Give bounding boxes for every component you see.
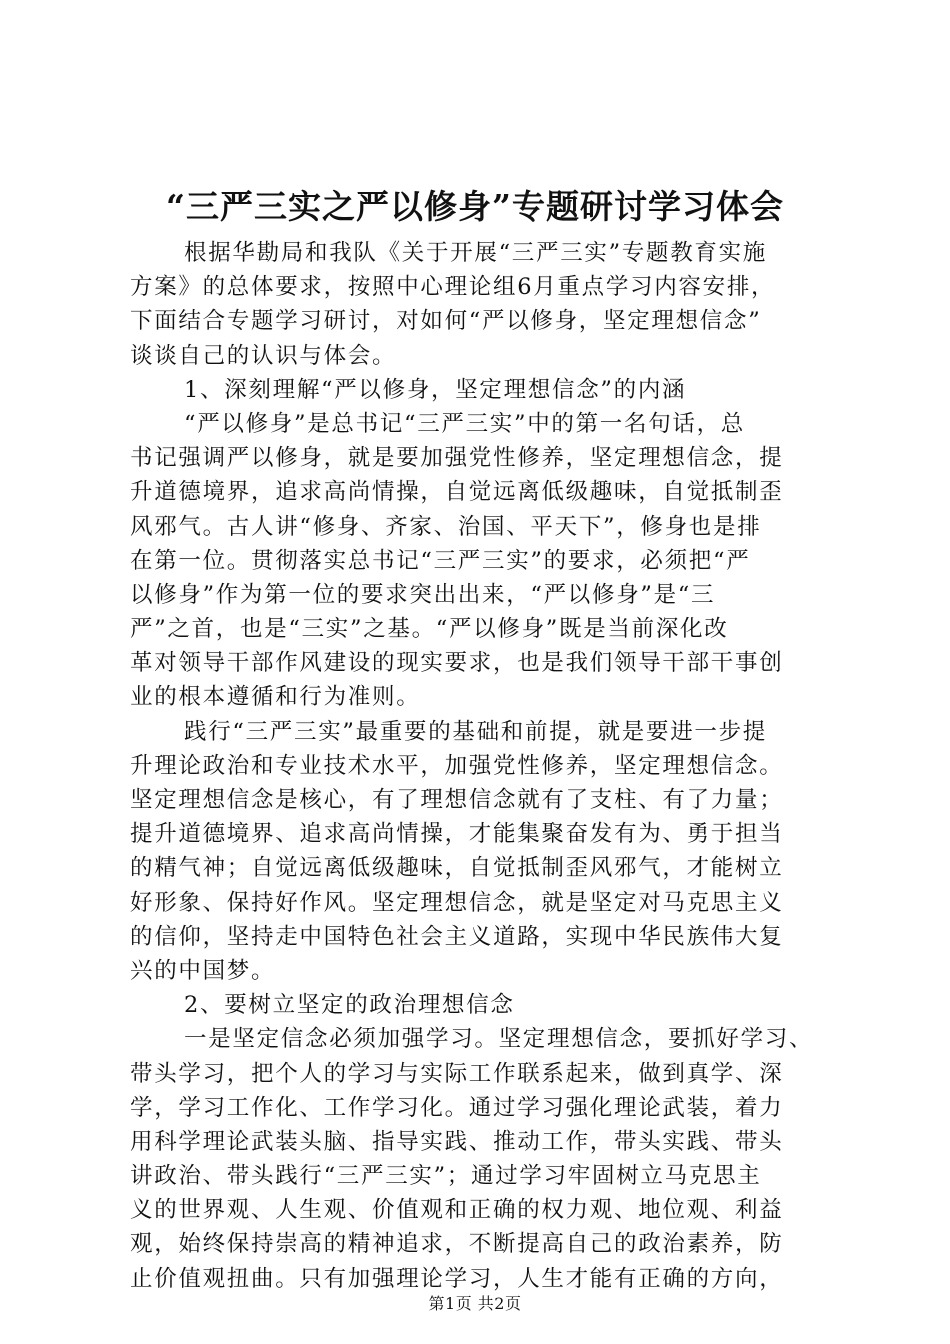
- paragraph-line: 根据华勘局和我队《关于开展“三严三实”专题教育实施: [184, 240, 768, 266]
- paragraph-line: 业的根本遵循和行为准则。: [130, 684, 421, 711]
- paragraph-line: 下面结合专题学习研讨，对如何“严以修身，坚定理想信念”: [130, 308, 762, 335]
- paragraph-line: 好形象、保持好作风。坚定理想信念，就是坚定对马克思主义: [130, 889, 784, 916]
- document-body: [130, 236, 830, 1296]
- paragraph-line: 的精气神；自觉远离低级趣味，自觉抵制歪风邪气，才能树立: [130, 855, 784, 882]
- paragraph-line: 以修身”作为第一位的要求突出出来，“严以修身”是“三: [130, 581, 716, 608]
- paragraph-line: 书记强调严以修身，就是要加强党性修养，坚定理想信念，提: [130, 445, 784, 472]
- document-title: “三严三实之严以修身”专题研讨学习体会: [166, 187, 784, 226]
- paragraph-line: 观，始终保持崇高的精神追求，不断提高自己的政治素养，防: [130, 1231, 784, 1258]
- paragraph-line: 学，学习工作化、工作学习化。通过学习强化理论武装，着力: [130, 1094, 784, 1121]
- paragraph-line: “严以修身”是总书记“三严三实”中的第一名句话，总: [184, 410, 746, 437]
- paragraph-line: 践行“三严三实”最重要的基础和前提，就是要进一步提: [184, 718, 768, 745]
- paragraph-line: 提升道德境界、追求高尚情操，才能集聚奋发有为、勇于担当: [130, 821, 784, 848]
- paragraph-line: 的信仰，坚持走中国特色社会主义道路，实现中华民族伟大复: [130, 923, 784, 950]
- page-footer: 第1页 共2页: [428, 1294, 522, 1313]
- paragraph-line: 坚定理想信念是核心，有了理想信念就有了支柱、有了力量；: [130, 787, 784, 813]
- paragraph-line: 用科学理论武装头脑、指导实践、推动工作，带头实践、带头: [130, 1128, 784, 1155]
- paragraph-line: 兴的中国梦。: [130, 957, 276, 984]
- paragraph-line: 止价值观扭曲。只有加强理论学习，人生才能有正确的方向，: [130, 1265, 784, 1292]
- paragraph-line: 在第一位。贯彻落实总书记“三严三实”的要求，必须把“严: [130, 547, 751, 574]
- paragraph-line: 革对领导干部作风建设的现实要求，也是我们领导干部干事创: [130, 650, 784, 677]
- paragraph-line: 风邪气。古人讲“修身、齐家、治国、平天下”，修身也是排: [130, 513, 762, 540]
- paragraph-line: 升理论政治和专业技术水平，加强党性修养，坚定理想信念。: [130, 752, 784, 779]
- section-heading: 2、要树立坚定的政治理想信念: [184, 992, 515, 1019]
- paragraph-line: 升道德境界，追求高尚情操，自觉远离低级趣味，自觉抵制歪: [130, 479, 784, 506]
- paragraph-line: 方案》的总体要求，按照中心理论组6月重点学习内容安排，: [130, 274, 776, 301]
- paragraph-line: 讲政治、带头践行“三严三实”；通过学习牢固树立马克思主: [130, 1163, 762, 1190]
- section-heading: 1、深刻理解“严以修身，坚定理想信念”的内涵: [184, 376, 687, 403]
- paragraph-line: 义的世界观、人生观、价值观和正确的权力观、地位观、利益: [130, 1197, 784, 1224]
- paragraph-line: 一是坚定信念必须加强学习。坚定理想信念，要抓好学习、: [184, 1026, 814, 1053]
- paragraph-line: 严”之首，也是“三实”之基。“严以修身”既是当前深化改: [130, 616, 729, 643]
- paragraph-line: 带头学习，把个人的学习与实际工作联系起来，做到真学、深: [130, 1060, 784, 1087]
- paragraph-line: 谈谈自己的认识与体会。: [130, 342, 397, 369]
